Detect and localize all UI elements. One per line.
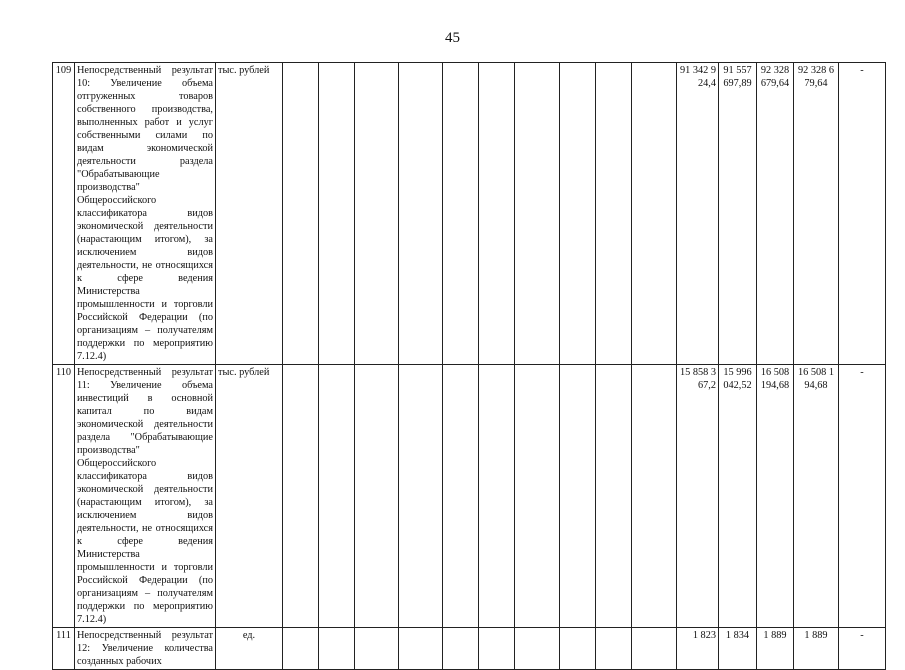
- empty-cell: [596, 365, 632, 628]
- empty-cell: [283, 628, 319, 670]
- empty-cell: [355, 365, 399, 628]
- value-cell: 1 834: [719, 628, 757, 670]
- row-number: 111: [53, 628, 75, 670]
- empty-cell: [632, 628, 677, 670]
- row-number: 110: [53, 365, 75, 628]
- table-row: [53, 63, 886, 365]
- dash-cell: -: [839, 63, 886, 365]
- empty-cell: [443, 365, 479, 628]
- empty-cell: [399, 365, 443, 628]
- page-number: 45: [445, 30, 460, 46]
- table-row: [53, 628, 886, 670]
- row-number: 109: [53, 63, 75, 365]
- value-cell: 1 889: [794, 628, 839, 670]
- empty-cell: [560, 628, 596, 670]
- value-cell: 1 889: [757, 628, 794, 670]
- value-cell: 91 342 924,4: [677, 63, 719, 365]
- empty-cell: [319, 63, 355, 365]
- empty-cell: [632, 365, 677, 628]
- empty-cell: [283, 63, 319, 365]
- empty-cell: [632, 63, 677, 365]
- table-row: [53, 365, 886, 628]
- unit-cell: ед.: [216, 628, 283, 670]
- value-cell: 92 328 679,64: [757, 63, 794, 365]
- dash-cell: -: [839, 628, 886, 670]
- empty-cell: [399, 63, 443, 365]
- empty-cell: [399, 628, 443, 670]
- empty-cell: [515, 365, 560, 628]
- empty-cell: [319, 628, 355, 670]
- indicator-name: Непосредственный результат 11: Увеличение объема инвестиций в основной капитал по видам экономической деятельности раздела "Обрабатывающие производства" Общероссийского классификатора видов экономической деятельности (нарастающим итогом), за исключением видов деятельности, не относящихся к сфере ведения Министерства промышленности и торговли Российской Федерации (по организациям – получателям поддержки по мероприятию 7.12.4): [75, 365, 216, 628]
- value-cell: 91 557 697,89: [719, 63, 757, 365]
- dash-cell: -: [839, 365, 886, 628]
- value-cell: 16 508 194,68: [757, 365, 794, 628]
- unit-cell: тыс. рублей: [216, 63, 283, 365]
- indicator-name: Непосредственный результат 12: Увеличение количества созданных рабочих: [75, 628, 216, 670]
- empty-cell: [355, 63, 399, 365]
- empty-cell: [283, 365, 319, 628]
- empty-cell: [443, 63, 479, 365]
- empty-cell: [319, 365, 355, 628]
- empty-cell: [479, 63, 515, 365]
- empty-cell: [355, 628, 399, 670]
- empty-cell: [515, 63, 560, 365]
- value-cell: 1 823: [677, 628, 719, 670]
- empty-cell: [596, 63, 632, 365]
- indicator-name: Непосредственный результат 10: Увеличение объема отгруженных товаров собственного производства, выполненных работ и услуг собственными силами по видам экономической деятельности раздела "Обрабатывающие производства" Общероссийского классификатора видов экономической деятельности (нарастающим итогом), за исключением видов деятельности, не относящихся к сфере ведения Министерства промышленности и торговли Российской Федерации (по организациям – получателям поддержки по мероприятию 7.12.4): [75, 63, 216, 365]
- value-cell: 16 508 194,68: [794, 365, 839, 628]
- empty-cell: [560, 63, 596, 365]
- empty-cell: [479, 628, 515, 670]
- value-cell: 92 328 679,64: [794, 63, 839, 365]
- empty-cell: [596, 628, 632, 670]
- unit-cell: тыс. рублей: [216, 365, 283, 628]
- empty-cell: [515, 628, 560, 670]
- empty-cell: [479, 365, 515, 628]
- indicator-table: [52, 62, 886, 670]
- empty-cell: [443, 628, 479, 670]
- empty-cell: [560, 365, 596, 628]
- value-cell: 15 996 042,52: [719, 365, 757, 628]
- value-cell: 15 858 367,2: [677, 365, 719, 628]
